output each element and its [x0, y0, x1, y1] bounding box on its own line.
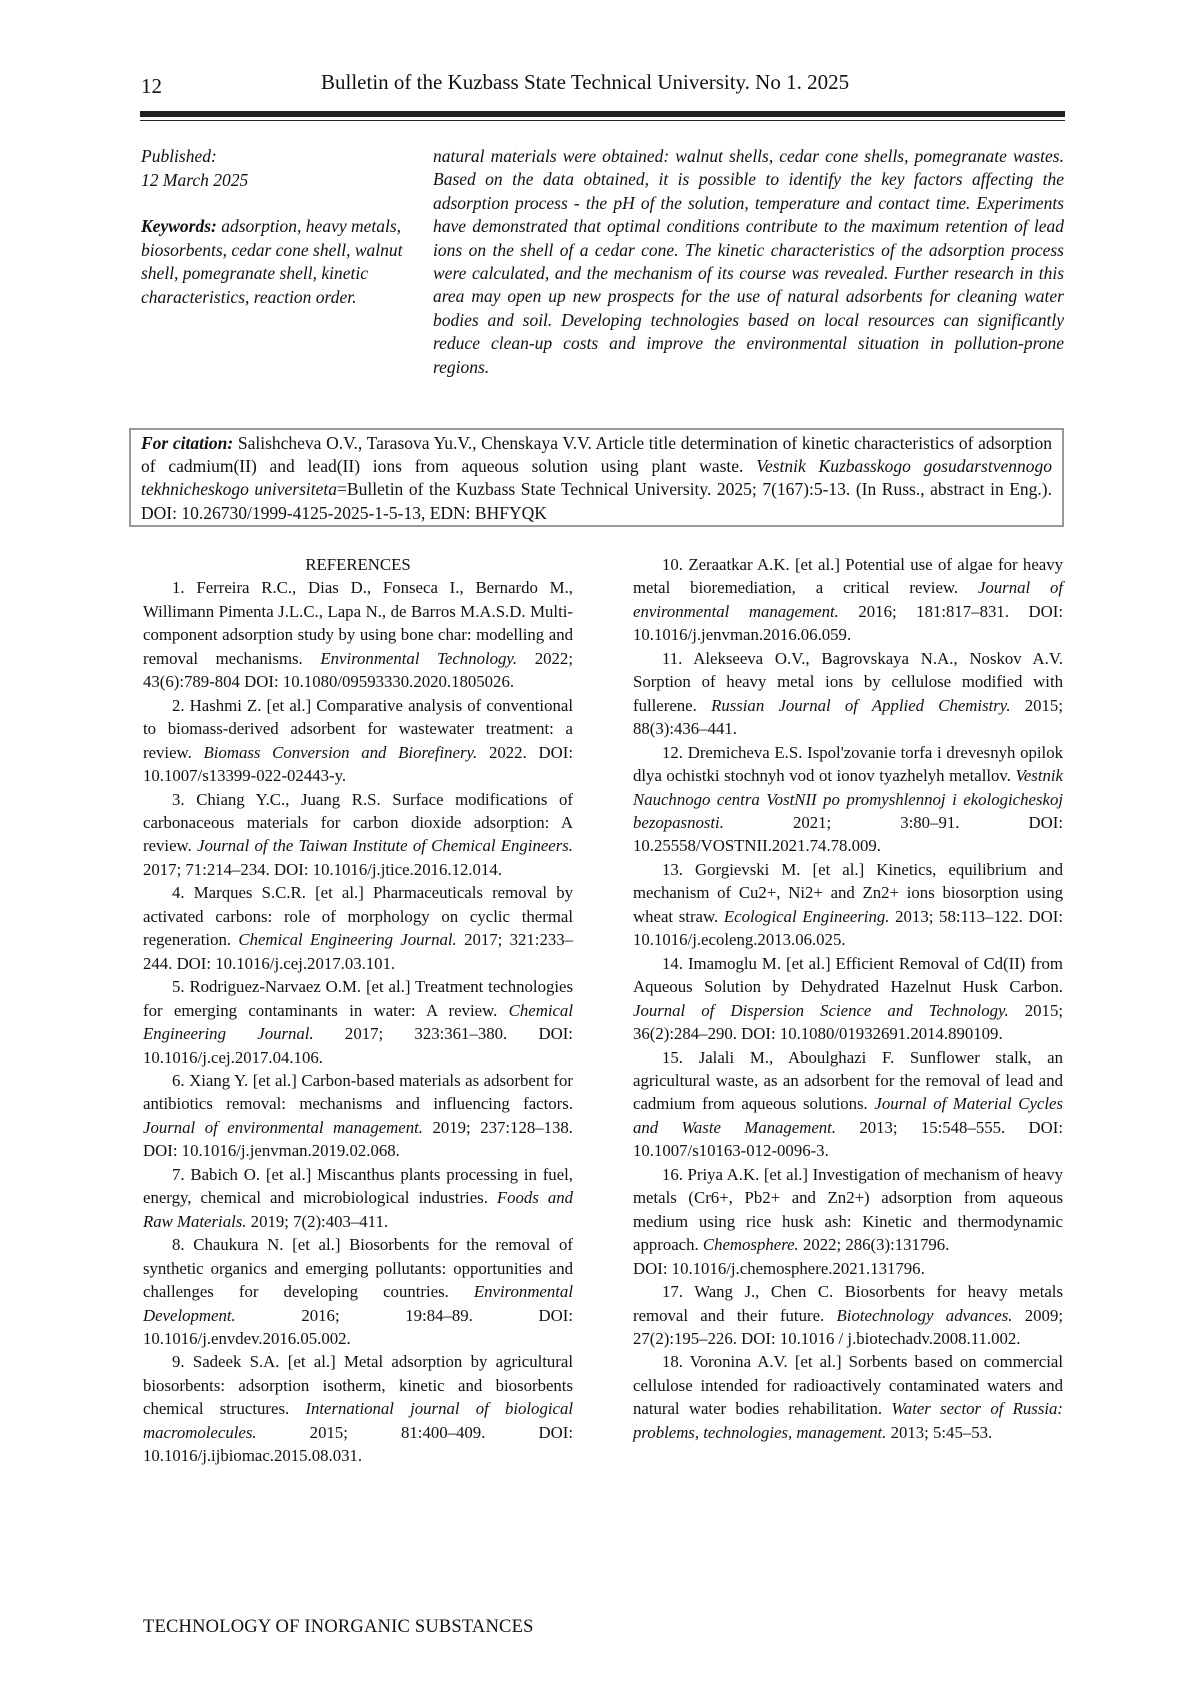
reference-details: 2013; 58:113–122. DOI: 10.1016/j.ecoleng.2013.06.025.: [633, 906, 1063, 950]
reference-details: 2015; 36(2):284–290. DOI: 10.1080/01932691.2014.890109.: [633, 1000, 1063, 1044]
reference-text: 2. Hashmi Z. [et al.] Comparative analysis of conventional to biomass-derived adsorbent for wastewater treatment: a review.: [143, 695, 573, 762]
keywords-text: adsorption, heavy metals, biosorbents, cedar cone shell, walnut shell, pomegranate shell, kinetic characteristics, reaction order.: [141, 216, 403, 307]
reference-item: [633, 647, 1063, 741]
header-rule-thick: [140, 111, 1065, 117]
reference-item: [633, 1280, 1063, 1350]
reference-journal: Foods and Raw Materials.: [143, 1188, 573, 1231]
reference-doi: DOI: 10.1016/j.chemosphere.2021.131796.: [633, 1258, 925, 1278]
reference-item: [143, 788, 573, 882]
section-footer: TECHNOLOGY OF INORGANIC SUBSTANCES: [143, 1617, 534, 1637]
reference-item: [633, 858, 1063, 952]
page-number: 12: [141, 74, 162, 98]
reference-item: [143, 576, 573, 693]
reference-item: [633, 741, 1063, 858]
reference-journal: Journal of environmental management.: [143, 1117, 423, 1137]
reference-details: 2019; 7(2):403–411.: [246, 1211, 389, 1231]
article-meta: [141, 145, 411, 309]
reference-text: 8. Chaukura N. [et al.] Biosorbents for the removal of synthetic organics and emerging pollutants: opportunities and challenges for developing countries.: [143, 1235, 573, 1302]
citation-label: For citation:: [141, 433, 234, 453]
citation-text-2: =Bulletin of the Kuzbass State Technical University. 2025; 7(167):5-13. (In Russ., abstract in Eng.). DOI: 10.26730/1999-4125-2025-1-5-13, EDN: BHFYQK: [141, 479, 1052, 523]
citation-text-1: Salishcheva O.V., Tarasova Yu.V., Chenskaya V.V. Article title determination of kinetic characteristics of adsorption of cadmium(II) and lead(II) ions from aqueous solution using plant waste.: [141, 433, 1052, 477]
reference-details: 2013; 15:548–555. DOI: 10.1007/s10163-012-0096-3.: [633, 1117, 1063, 1161]
reference-journal: Russian Journal of Applied Chemistry.: [711, 695, 1011, 715]
reference-text: 17. Wang J., Chen C. Biosorbents for heavy metals removal and their future.: [633, 1282, 1063, 1325]
header-rule-thin: [140, 120, 1065, 121]
reference-text: 7. Babich O. [et al.] Miscanthus plants processing in fuel, energy, chemical and microbiological industries.: [143, 1164, 573, 1208]
reference-text: 11. Alekseeva O.V., Bagrovskaya N.A., Noskov A.V. Sorption of heavy metal ions by cellulose modified with fullerene.: [633, 648, 1063, 715]
reference-details: 2016; 19:84–89. DOI: 10.1016/j.envdev.2016.05.002.: [143, 1305, 573, 1348]
reference-item: [143, 694, 573, 788]
reference-text: 15. Jalali M., Aboulghazi F. Sunflower stalk, an agricultural waste, as an adsorbent for the removal of lead and cadmium from aqueous solutions.: [633, 1047, 1063, 1114]
reference-item: [143, 1069, 573, 1163]
reference-details: 2022; 43(6):789-804 DOI: 10.1080/09593330.2020.1805026.: [143, 648, 573, 692]
reference-text: 4. Marques S.C.R. [et al.] Pharmaceuticals removal by activated carbons: role of morphology on cyclic thermal regeneration.: [143, 883, 573, 950]
journal-running-head: Bulletin of the Kuzbass State Technical University. No 1. 2025: [321, 70, 850, 94]
reference-journal: Vestnik Nauchnogo centra VostNII po promyshlennoj i ekologicheskoj bezopasnosti.: [633, 766, 1063, 832]
citation-box: [129, 428, 1064, 527]
reference-journal: Environmental Development.: [143, 1282, 573, 1325]
reference-text: 9. Sadeek S.A. [et al.] Metal adsorption by agricultural biosorbents: adsorption isotherm, kinetic and biosorbents chemical structures.: [143, 1352, 573, 1419]
reference-text: 12. Dremicheva E.S. Ispol'zovanie torfa i drevesnyh opilok dlya ochistki stochnyh vod ot ionov tyazhelyh metallov.: [633, 742, 1063, 786]
reference-text: 1. Ferreira R.C., Dias D., Fonseca I., Bernardo M., Willimann Pimenta J.L.C., Lapa N., de Barros M.A.S.D. Multi-component adsorption study by using bone char: modelling and removal mechanisms.: [143, 578, 573, 668]
meta-spacer: [141, 192, 411, 215]
reference-details: 2022; 286(3):131796.: [798, 1235, 950, 1255]
reference-journal: Journal of Material Cycles and Waste Management.: [633, 1094, 1063, 1137]
reference-journal: Environmental Technology.: [320, 648, 518, 668]
reference-journal: International journal of biological macromolecules.: [143, 1399, 574, 1442]
reference-text: 13. Gorgievski M. [et al.] Kinetics, equilibrium and mechanism of Cu2+, Ni2+ and Zn2+ ions biosorption using wheat straw.: [633, 859, 1063, 926]
reference-details: 2019; 237:128–138. DOI: 10.1016/j.jenvman.2019.02.068.: [143, 1117, 573, 1161]
keywords-label: Keywords:: [141, 216, 217, 236]
reference-journal: Chemical Engineering Journal.: [143, 1000, 573, 1044]
reference-text: 5. Rodriguez-Narvaez O.M. [et al.] Treatment technologies for emerging contaminants in water: A review.: [143, 977, 573, 1020]
reference-item: [143, 1163, 573, 1233]
references-heading: REFERENCES: [305, 555, 411, 574]
citation-journal: Vestnik Kuzbasskogo gosudarstvennogo tekhnicheskogo universiteta: [141, 456, 1052, 500]
reference-item: [633, 1350, 1063, 1444]
reference-details: 2016; 181:817–831. DOI: 10.1016/j.jenvman.2016.06.059.: [633, 601, 1063, 645]
reference-details: 2013; 5:45–53.: [886, 1422, 993, 1442]
reference-details: 2022. DOI: 10.1007/s13399-022-02443-y.: [143, 742, 573, 786]
reference-details: 2017; 323:361–380. DOI: 10.1016/j.cej.2017.04.106.: [143, 1024, 573, 1067]
reference-item: [633, 1046, 1063, 1163]
references-right-column: [633, 553, 1063, 1444]
reference-journal: Water sector of Russia: problems, technologies, management.: [633, 1399, 1063, 1442]
reference-text: 16. Priya A.K. [et al.] Investigation of mechanism of heavy metals (Cr6+, Pb2+ and Zn2+) adsorption from aqueous medium using rice husk ash: Kinetic and thermodynamic approach.: [633, 1164, 1063, 1255]
reference-item: [143, 1350, 573, 1467]
abstract-text: natural materials were obtained: walnut shells, cedar cone shells, pomegranate wastes. Based on the data obtained, it is possible to identify the key factors affecting the adsorption process - the pH of the solution, temperature and contact time. Experiments have demonstrated that optimal conditions contribute to the maximum retention of lead ions on the shell of a cedar cone. The kinetic characteristics of the adsorption process were calculated, and the mechanism of its course was revealed. Further research in this area may open up new prospects for the use of natural adsorbents for cleaning water bodies and soil. Developing technologies based on local resources can significantly reduce clean-up costs and improve the environmental situation in pollution-prone regions.: [433, 146, 1064, 377]
reference-details: 2017; 321:233–244. DOI: 10.1016/j.cej.2017.03.101.: [143, 930, 574, 973]
reference-journal: Journal of environmental management.: [633, 578, 1064, 621]
reference-details: 2015; 88(3):436–441.: [633, 695, 1063, 739]
keywords: [141, 215, 411, 309]
published-label: Published:: [141, 146, 217, 166]
reference-details: 2015; 81:400–409. DOI: 10.1016/j.ijbiomac.2015.08.031.: [143, 1422, 573, 1466]
reference-journal: Journal of Dispersion Science and Technology.: [633, 1000, 1009, 1020]
reference-details: 2009; 27(2):195–226. DOI: 10.1016 / j.biotechadv.2008.11.002.: [633, 1305, 1063, 1348]
reference-text: 6. Xiang Y. [et al.] Carbon-based materials as adsorbent for antibiotics removal: mechanisms and influencing factors.: [143, 1070, 573, 1114]
reference-item: [633, 952, 1063, 1046]
reference-journal: Chemical Engineering Journal.: [238, 930, 457, 950]
reference-text: 3. Chiang Y.C., Juang R.S. Surface modifications of carbonaceous materials for carbon dioxide adsorption: A review.: [143, 789, 573, 856]
reference-text: 18. Voronina A.V. [et al.] Sorbents based on commercial cellulose intended for radioactively contaminated waters and natural water bodies rehabilitation.: [633, 1352, 1063, 1419]
reference-journal: Biotechnology advances.: [836, 1305, 1013, 1325]
reference-details: 2017; 71:214–234. DOI: 10.1016/j.jtice.2016.12.014.: [143, 859, 502, 879]
reference-item: [633, 553, 1063, 647]
reference-text: 10. Zeraatkar A.K. [et al.] Potential use of algae for heavy metal bioremediation, a critical review.: [633, 555, 1063, 598]
reference-item: [143, 1233, 573, 1350]
reference-journal: Chemosphere.: [702, 1235, 799, 1255]
reference-text: 14. Imamoglu M. [et al.] Efficient Removal of Cd(II) from Aqueous Solution by Dehydrated Hazelnut Husk Carbon.: [633, 953, 1063, 997]
reference-journal: Biomass Conversion and Biorefinery.: [203, 742, 478, 762]
reference-details: 2021; 3:80–91. DOI: 10.25558/VOSTNII.2021.74.78.009.: [633, 812, 1063, 856]
reference-item: [143, 881, 573, 975]
references-left-column: [143, 553, 573, 1468]
published-date: 12 March 2025: [141, 169, 249, 190]
reference-item: [143, 975, 573, 1069]
reference-item: [633, 1163, 1063, 1280]
reference-journal: Ecological Engineering.: [723, 906, 890, 926]
reference-journal: Journal of the Taiwan Institute of Chemical Engineers.: [197, 836, 573, 856]
